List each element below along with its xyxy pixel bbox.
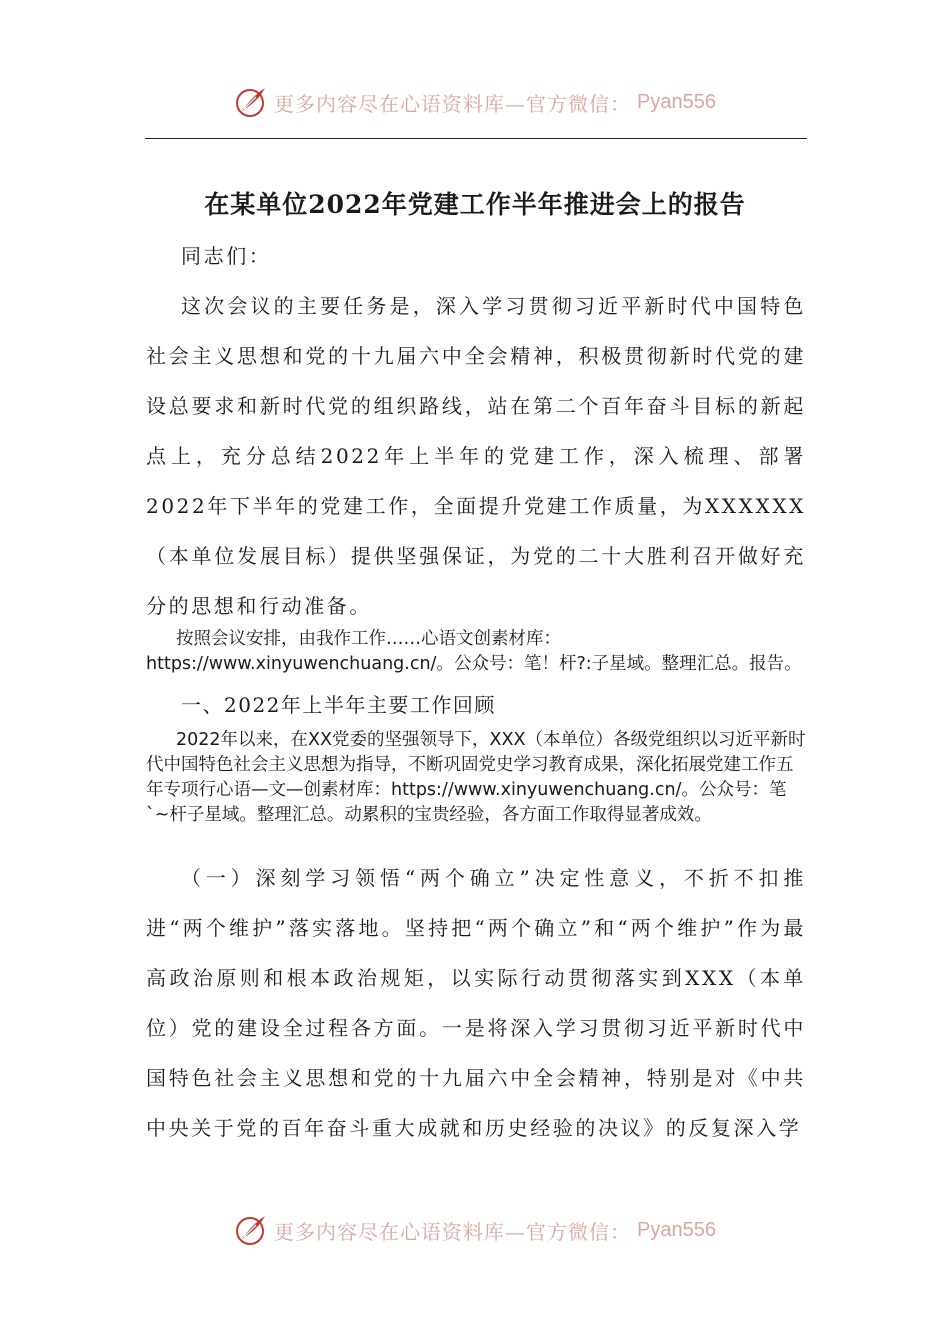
document-title: 在某单位2022年党建工作半年推进会上的报告 xyxy=(204,189,746,219)
quill-logo-icon xyxy=(234,85,268,119)
header-banner-text: 更多内容尽在心语资料库—官方微信： xyxy=(274,91,632,116)
note-paragraph-1: 按照会议安排，由我作工作……心语文创素材库：https://www.xinyuwenchuang.cn/。公众号：笔！杆?:子星域。整理汇总。报告。 xyxy=(146,629,802,674)
header-divider xyxy=(145,138,807,139)
footer-banner-wechat-id: Pyan556 xyxy=(637,1218,716,1241)
header-banner-wechat-id: Pyan556 xyxy=(637,90,716,113)
footer-banner-text: 更多内容尽在心语资料库—官方微信： xyxy=(274,1219,632,1244)
footer-banner xyxy=(0,1210,950,1250)
subsection-1-paragraph: （一）深刻学习领悟“两个确立”决定性意义，不折不扣推进“两个维护”落实落地。坚持把“两个确立”和“两个维护”作为最高政治原则和根本政治规矩，以实际行动贯彻落实到XXX（本单位）党的建设全过程各方面。一是将深入学习贯彻习近平新时代中国特色社会主义思想和党的十九届六中全会精神，特别是对《中共中央关于党的百年奋斗重大成就和历史经验的决议》的反复深入学 xyxy=(146,866,806,1140)
intro-paragraph: 这次会议的主要任务是，深入学习贯彻习近平新时代中国特色社会主义思想和党的十九届六中全会精神，积极贯彻新时代党的建设总要求和新时代党的组织路线，站在第二个百年奋斗目标的新起点上，充分总结2022年上半年的党建工作，深入梳理、部署2022年下半年的党建工作，全面提升党建工作质量，为XXXXXX（本单位发展目标）提供坚强保证，为党的二十大胜利召开做好充分的思想和行动准备。 xyxy=(146,294,806,618)
salutation: 同志们： xyxy=(181,244,272,268)
header-banner xyxy=(0,82,950,122)
section-heading-1: 一、2022年上半年主要工作回顾 xyxy=(181,693,496,717)
section-1-paragraph: 2022年以来，在XX党委的坚强领导下，XXX（本单位）各级党组织以习近平新时代中国特色社会主义思想为指导，不断巩固党史学习教育成果，深化拓展党建工作五年专项行心语—文—创素材库：https://www.xinyuwenchuang.cn/。公众号：笔`~杆子星域。整理汇总。动累积的宝贵经验，各方面工作取得显著成效。 xyxy=(146,730,806,825)
quill-logo-icon xyxy=(234,1213,268,1247)
